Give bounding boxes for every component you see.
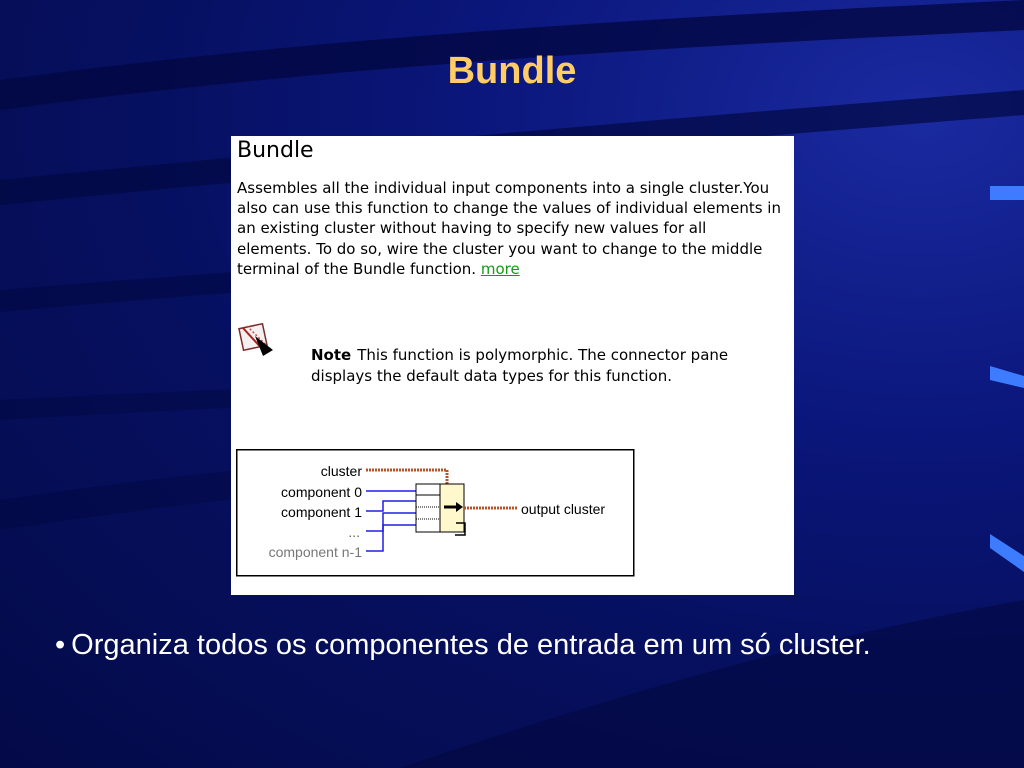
label-ellipsis: ... [348,524,360,540]
help-panel [231,136,794,595]
help-title: Bundle [237,138,314,163]
note-block [311,345,789,387]
bullet-text: Organiza todos os componentes de entrada em um só cluster. [71,629,871,661]
more-link[interactable]: more [480,259,520,278]
label-output-cluster: output cluster [521,501,606,517]
bullet-marker: • [55,629,66,661]
help-description-text: Assembles all the individual input components into a single cluster.You also can use this function to change the values of individual elements in an existing cluster without having to specify new values for all elements. To do so, wire the cluster you want to change to the middle terminal of the Bundle function. [237,179,781,278]
label-component-0: component 0 [281,484,362,500]
note-text: This function is polymorphic. The connector pane displays the default data types for this function. [311,346,729,385]
note-label: Note [311,346,352,364]
label-component-1: component 1 [281,504,362,520]
polymorphic-note-icon [237,322,281,362]
slide-title: Bundle [447,50,577,92]
bundle-connector-diagram [236,449,636,577]
bullet-point [55,624,963,666]
label-component-n-1: component n-1 [268,544,362,560]
label-cluster: cluster [320,463,362,479]
help-description [237,178,785,279]
